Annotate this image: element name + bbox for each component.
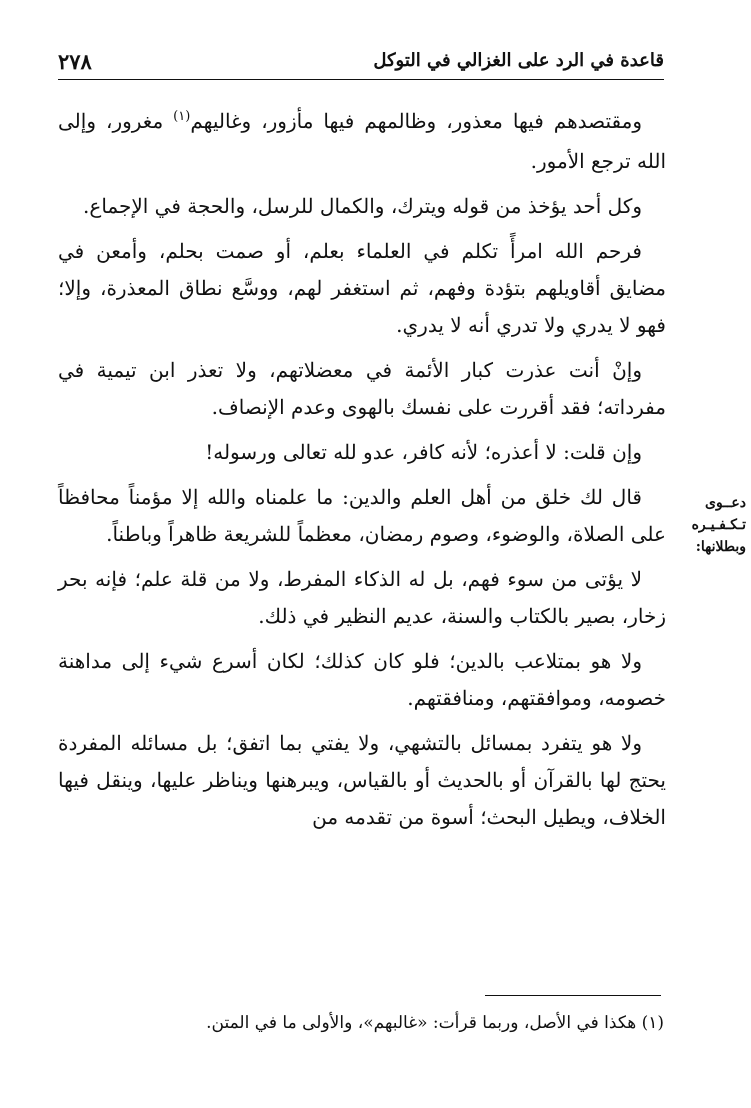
paragraph: ولا هو يتفرد بمسائل بالتشهي، ولا يفتي بما اتفق؛ بل مسائله المفردة يحتج لها بالقرآن أو بالحديث أو بالقياس، ويبرهنها ويناظر عليها، وينقل فيها الخلاف، ويطيل البحث؛ أسوة من تقدمه من <box>58 731 666 829</box>
paragraph: وكل أحد يؤخذ من قوله ويترك، والكمال للرسل، والحجة في الإجماع. <box>83 194 642 218</box>
paragraph-text: مغرور، وإلى الله ترجع الأمور. <box>58 109 666 173</box>
paragraph-text: ومقتصدهم فيها معذور، وظالمهم فيها مأزور، وغاليهم <box>190 109 642 133</box>
footnote-divider <box>485 995 661 996</box>
margin-heading-line: دعــوى <box>705 495 746 511</box>
footnote-marker: (١) <box>173 109 191 124</box>
paragraph: وإنْ أنت عذرت كبار الأئمة في معضلاتهم، ولا تعذر ابن تيمية في مفرداته؛ فقد أقررت على نفسك بالهوى وعدم الإنصاف. <box>58 358 666 419</box>
footnote: (١) هكذا في الأصل، وربما قرأت: «غالبهم»، والأولى ما في المتن. <box>206 1013 664 1033</box>
paragraph: لا يؤتى من سوء فهم، بل له الذكاء المفرط، ولا من قلة علم؛ فإنه بحر زخار، بصير بالكتاب والسنة، عديم النظير في ذلك. <box>58 567 666 628</box>
paragraph <box>58 103 666 180</box>
margin-heading-line: وبطلانها: <box>695 539 746 555</box>
running-title: قاعدة في الرد على الغزالي في التوكل <box>373 50 664 71</box>
paragraph: وإن قلت: لا أعذره؛ لأنه كافر، عدو لله تعالى ورسوله! <box>205 440 642 464</box>
page-header <box>58 45 664 80</box>
margin-heading-line: تـكـفـيـره <box>691 517 746 533</box>
page-number: ٢٧٨ <box>58 49 92 74</box>
paragraph: ولا هو بمتلاعب بالدين؛ فلو كان كذلك؛ لكان أسرع شيء إلى مداهنة خصومه، وموافقتهم، ومنافقتهم. <box>58 649 666 710</box>
main-text <box>58 103 666 844</box>
paragraph: فرحم الله امرأً تكلم في العلماء بعلم، أو صمت بحلم، وأمعن في مضايق أقاويلهم بتؤدة وفهم، ثم استغفر لهم، ووسَّع نطاق المعذرة، وإلا؛ فهو لا يدري ولا تدري أنه لا يدري. <box>58 239 666 337</box>
margin-heading <box>676 492 746 558</box>
paragraph: قال لك خلق من أهل العلم والدين: ما علمناه والله إلا مؤمناً محافظاً على الصلاة، والوضوء، وصوم رمضان، معظماً للشريعة ظاهراً وباطناً. <box>58 485 666 546</box>
